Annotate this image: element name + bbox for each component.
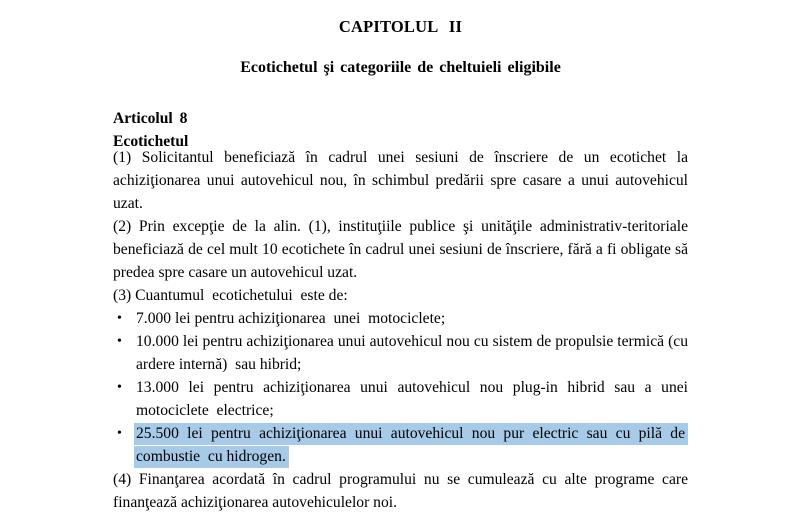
list-item xyxy=(113,376,688,422)
paragraph-4: (4) Finanţarea acordată în cadrul programului nu se cumulează cu alte programe care finanţează achiziţionarea autovehiculelor noi. xyxy=(113,471,688,511)
bullet-icon: • xyxy=(117,426,122,441)
paragraph-2: (2) Prin excepţie de la alin. (1), instituţiile publice şi unităţile administrativ-teritoriale beneficiază de cel mult 10 ecotichete în cadrul unei sesiuni de înscriere, fără a fi obligate să predea spre casare un autovehicul uzat. xyxy=(113,218,688,281)
chapter-subtitle: Ecotichetul şi categoriile de cheltuieli eligibile xyxy=(240,59,561,76)
list-item-text: 13.000 lei pentru achiziţionarea unui autovehicul nou plug-in hibrid sau a unei motociclete electrice; xyxy=(136,379,688,419)
list-item-text: 7.000 lei pentru achiziţionarea unei motociclete; xyxy=(136,310,446,327)
highlighted-text: 25.500 lei pentru achiziţionarea unui autovehicul nou pur electric sau cu pilă de combustie cu hidrogen. xyxy=(134,423,688,468)
bullet-icon: • xyxy=(117,334,122,349)
article-subheading: Ecotichetul xyxy=(113,133,189,150)
list-item xyxy=(113,307,688,330)
ecotichet-amounts-list xyxy=(113,307,688,468)
chapter-title: CAPITOLUL II xyxy=(338,17,463,36)
bullet-icon: • xyxy=(117,380,122,395)
article-heading: Articolul 8 xyxy=(113,110,188,127)
bullet-icon: • xyxy=(117,311,122,326)
paragraph-3-intro: (3) Cuantumul ecotichetului este de: xyxy=(113,287,348,304)
list-item-highlighted xyxy=(113,422,688,468)
list-item-text: 10.000 lei pentru achiziţionarea unui autovehicul nou cu sistem de propulsie termică (cu ardere internă) sau hibrid; xyxy=(136,333,688,373)
list-item xyxy=(113,330,688,376)
paragraph-1: (1) Solicitantul beneficiază în cadrul unei sesiuni de înscriere de un ecotichet la achiziţionarea unui autovehicul nou, în schimbul predării spre casare a unui autovehicul uzat. xyxy=(113,149,688,212)
